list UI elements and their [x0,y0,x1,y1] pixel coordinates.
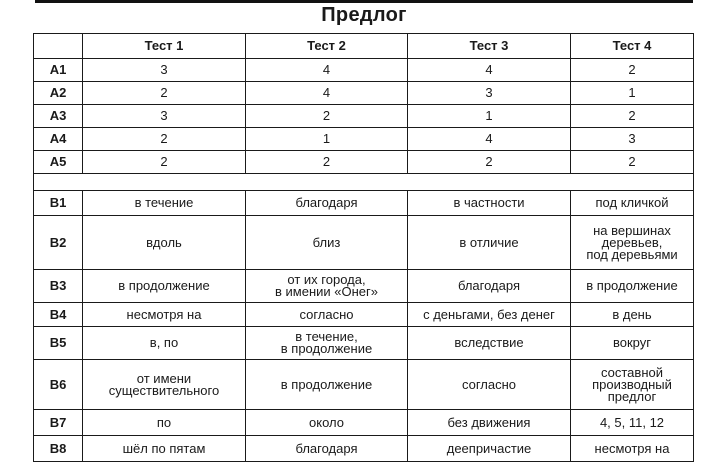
row-header: B6 [34,360,83,410]
table-cell: в продолжение [246,360,408,410]
table-cell: несмотря на [83,303,246,327]
table-cell: 3 [83,105,246,128]
table-cell: по [83,410,246,436]
table-row [34,327,694,360]
table-cell: в продолжение [571,270,694,303]
table-row [34,360,694,410]
table-cell: в частности [408,191,571,216]
table-cell: вокруг [571,327,694,360]
table-cell: благодаря [246,191,408,216]
table-cell: от имени существительного [83,360,246,410]
table-cell: 2 [83,82,246,105]
table-cell: 2 [83,151,246,174]
table-cell: в отличие [408,216,571,270]
table-cell: благодаря [246,436,408,462]
row-header: B5 [34,327,83,360]
table-header-row [34,34,694,59]
table-cell: от их города, в имении «Онег» [246,270,408,303]
table-cell: в продолжение [83,270,246,303]
row-header: B3 [34,270,83,303]
header-cell-corner [34,34,83,59]
table-cell: 4 [408,128,571,151]
row-header: B7 [34,410,83,436]
section-separator [34,174,694,191]
table-cell: 3 [83,59,246,82]
header-cell-test-1: Тест 1 [83,34,246,59]
table-cell: 4 [408,59,571,82]
row-header: B8 [34,436,83,462]
table-cell: 2 [246,105,408,128]
table-cell: 3 [571,128,694,151]
table-cell: 1 [246,128,408,151]
table-row [34,82,694,105]
table-row [34,410,694,436]
table-cell: 1 [408,105,571,128]
row-header: A2 [34,82,83,105]
table-cell: 2 [571,105,694,128]
table-cell: деепричастие [408,436,571,462]
table-cell: 2 [571,59,694,82]
row-header: B4 [34,303,83,327]
table-cell: благодаря [408,270,571,303]
row-header: A1 [34,59,83,82]
table-cell: 2 [246,151,408,174]
table-cell: 2 [571,151,694,174]
header-cell-test-2: Тест 2 [246,34,408,59]
top-rule [35,0,693,3]
table-cell: шёл по пятам [83,436,246,462]
table-row [34,151,694,174]
table-row [34,105,694,128]
table-cell: в день [571,303,694,327]
row-header: A3 [34,105,83,128]
table-cell: на вершинах деревьев, под деревьями [571,216,694,270]
table-row [34,270,694,303]
table-cell: вдоль [83,216,246,270]
answers-table [33,33,694,462]
table-cell: в течение [83,191,246,216]
table-row [34,59,694,82]
table-cell: без движения [408,410,571,436]
row-header: A4 [34,128,83,151]
table-cell: составной производный предлог [571,360,694,410]
table-row [34,191,694,216]
table-cell: в течение, в продолжение [246,327,408,360]
table-row [34,216,694,270]
table-cell: 4, 5, 11, 12 [571,410,694,436]
table-row [34,303,694,327]
row-header: B1 [34,191,83,216]
table-row [34,128,694,151]
table-cell: согласно [246,303,408,327]
table-cell: близ [246,216,408,270]
header-cell-test-3: Тест 3 [408,34,571,59]
table-cell: несмотря на [571,436,694,462]
page-title: Предлог [321,4,407,26]
table-cell: 4 [246,82,408,105]
header-cell-test-4: Тест 4 [571,34,694,59]
table-cell: с деньгами, без денег [408,303,571,327]
table-cell: под кличкой [571,191,694,216]
section-separator-row [34,174,694,191]
table-cell: 2 [408,151,571,174]
table-cell: 3 [408,82,571,105]
table-cell: 1 [571,82,694,105]
row-header: B2 [34,216,83,270]
table-cell: вследствие [408,327,571,360]
table-cell: около [246,410,408,436]
table-cell: согласно [408,360,571,410]
table-cell: в, по [83,327,246,360]
table-row [34,436,694,462]
row-header: A5 [34,151,83,174]
table-cell: 2 [83,128,246,151]
table-cell: 4 [246,59,408,82]
